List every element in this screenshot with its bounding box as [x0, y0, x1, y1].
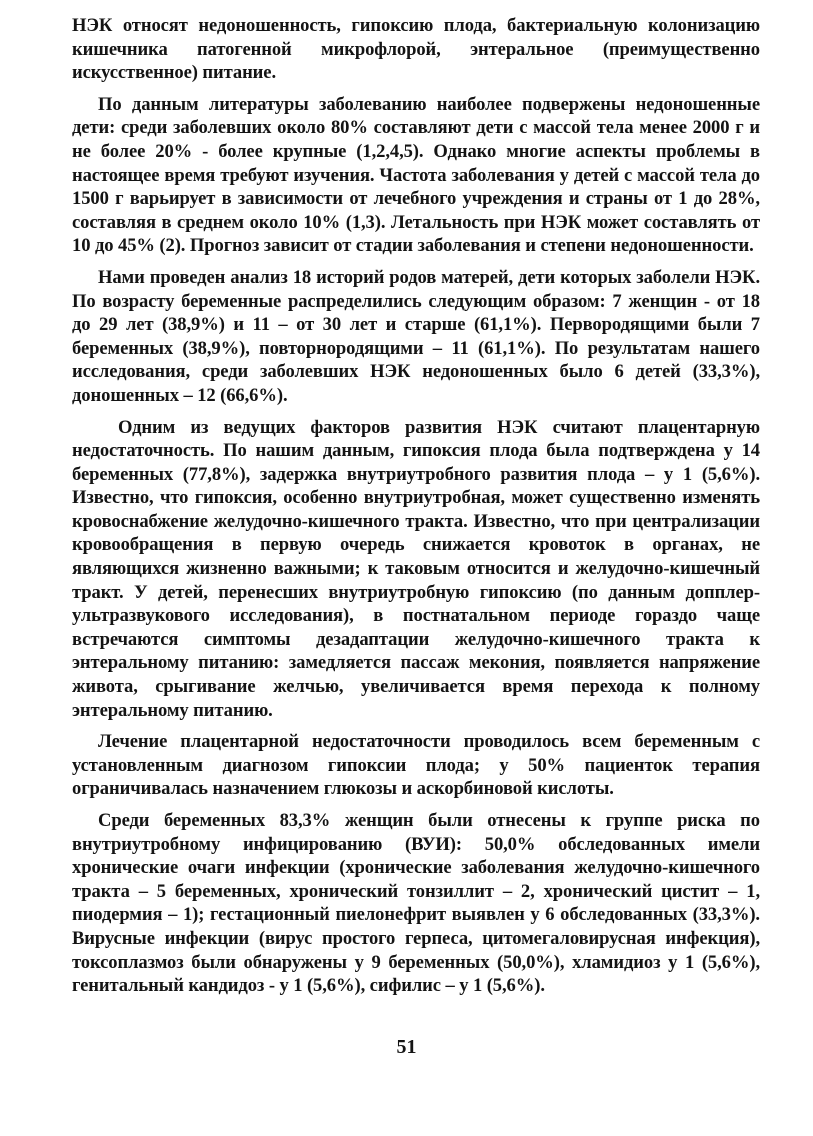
page-body: [72, 14, 760, 1006]
paragraph-5: Лечение плацентарной недостаточности проводилось всем беременным с установленным диагнозом гипоксии плода; у 50% пациенток терапия ограничивалась назначением глюкозы и аскорбиновой кислоты.: [72, 731, 760, 800]
paragraph-4: Одним из ведущих факторов развития НЭК считают плацентарную недостаточность. По нашим данным, гипоксия плода была подтверждена у 14 беременных (77,8%), задержка внутриутробного развития плода – у 1 (5,6%). Известно, что гипоксия, особенно внутриутробная, может существенно изменять кровоснабжение желудочно-кишечного тракта. Известно, что при централизации кровообращения в первую очередь снижается кровоток в органах, не являющихся жизненно важными; к таковым относится и желудочно-кишечный тракт. У детей, перенесших внутриутробную гипоксию (по данным допплер-ультразвукового исследования), в постнатальном периоде гораздо чаще встречаются симптомы дезадаптации желудочно-кишечного тракта к энтеральному питанию: замедляется пассаж мекония, появляется напряжение живота, срыгивание желчью, увеличивается время перехода к полному энтеральному питанию.: [72, 416, 760, 721]
paragraph-1: НЭК относят недоношенность, гипоксию плода, бактериальную колонизацию кишечника патогенной микрофлорой, энтеральное (преимущественно искусственное) питание.: [72, 15, 760, 84]
page-number: 51: [396, 1036, 417, 1058]
paragraph-6: Среди беременных 83,3% женщин были отнесены к группе риска по внутриутробному инфицированию (ВУИ): 50,0% обследованных имели хронические очаги инфекции (хронические заболевания желудочно-кишечного тракта – 5 беременных, хронический тонзиллит – 2, хронический цистит – 1, пиодермия – 1); гестационный пиелонефрит выявлен у 6 обследованных (33,3%). Вирусные инфекции (вирус простого герпеса, цитомегаловирусная инфекция), токсоплазмоз были обнаружены у 9 беременных (50,0%), хламидиоз у 1 (5,6%), генитальный кандидоз - у 1 (5,6%), сифилис – у 1 (5,6%).: [72, 810, 760, 997]
paragraph-3: Нами проведен анализ 18 историй родов матерей, дети которых заболели НЭК. По возрасту беременные распределились следующим образом: 7 женщин - от 18 до 29 лет (38,9%) и 11 – от 30 лет и старше (61,1%). Первородящими были 7 беременных (38,9%), повторнородящими – 11 (61,1%). По результатам нашего исследования, среди заболевших НЭК недоношенных было 6 детей (33,3%), доношенных – 12 (66,6%).: [72, 266, 760, 406]
paragraph-2: По данным литературы заболеванию наиболее подвержены недоношенные дети: среди заболевших около 80% составляют дети с массой тела менее 2000 г и не более 20% - более крупные (1,2,4,5). Однако многие аспекты проблемы в настоящее время требуют изучения. Частота заболевания у детей с массой тела до 1500 г варьирует в зависимости от лечебного учреждения и страны от 1 до 28%, составляя в среднем около 10% (1,3). Летальность при НЭК может составлять от 10 до 45% (2). Прогноз зависит от стадии заболевания и степени недоношенности.: [72, 93, 760, 257]
